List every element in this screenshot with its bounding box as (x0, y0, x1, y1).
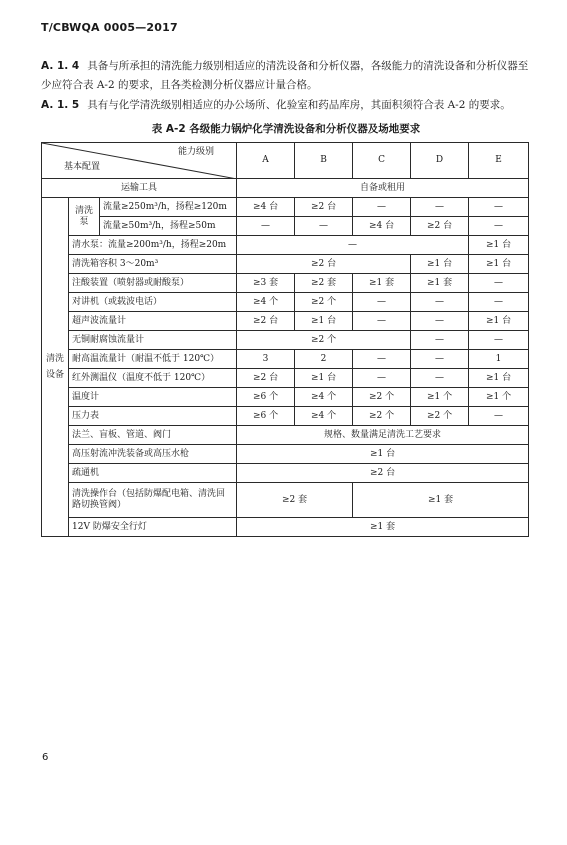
cell-e: — (469, 274, 529, 293)
cell-b: ≥2 套 (295, 274, 353, 293)
cell-e: ≥1 台 (469, 236, 529, 255)
cell-c: ≥2 个 (353, 407, 411, 426)
cell-d: — (411, 350, 469, 369)
cell-a: ≥4 台 (237, 198, 295, 217)
cell-e: — (469, 407, 529, 426)
level-e-header: E (469, 143, 529, 179)
table-row (42, 426, 529, 445)
row-label: 温度计 (69, 388, 237, 407)
diagonal-header-cell (42, 143, 237, 179)
cell-b: ≥1 台 (295, 369, 353, 388)
cell-b: — (295, 217, 353, 236)
row-value: ≥1 套 (237, 518, 529, 537)
cell-e: ≥1 个 (469, 388, 529, 407)
cell-e: ≥1 台 (469, 255, 529, 274)
table-row (42, 331, 529, 350)
cell-abc: ≥2 台 (237, 255, 411, 274)
cell-abcd: — (237, 236, 469, 255)
cell-c: — (353, 369, 411, 388)
row-value: ≥1 台 (237, 445, 529, 464)
table-row (42, 483, 529, 518)
row-label: 压力表 (69, 407, 237, 426)
clause-number: A. 1. 5 (41, 99, 80, 111)
group-label-cell: 清洗设备 (42, 198, 69, 537)
cell-a: — (237, 217, 295, 236)
cell-e: — (469, 217, 529, 236)
row-label: 无铜耐腐蚀流量计 (69, 331, 237, 350)
row-label: 法兰、盲板、管道、阀门 (69, 426, 237, 445)
level-a-header: A (237, 143, 295, 179)
row-label: 流量≥250m³/h，扬程≥120m (100, 198, 237, 217)
row-label: 清洗箱容积 3～20m³ (69, 255, 237, 274)
config-heading: 基本配置 (64, 162, 101, 172)
cell-a: ≥2 台 (237, 312, 295, 331)
row-label: 高压射流冲洗装备或高压水枪 (69, 445, 237, 464)
table-row (42, 518, 529, 537)
table-row (42, 464, 529, 483)
row-value: 自备或租用 (237, 179, 529, 198)
row-value: ≥2 台 (237, 464, 529, 483)
table-row (42, 293, 529, 312)
level-b-header: B (295, 143, 353, 179)
cell-ab: ≥2 套 (237, 483, 353, 518)
row-label: 清水泵：流量≥200m³/h，扬程≥20m (69, 236, 237, 255)
row-label: 清洗操作台（包括防爆配电箱、清洗回路切换管阀） (69, 483, 237, 518)
cell-c: — (353, 350, 411, 369)
cell-abc: ≥2 个 (237, 331, 411, 350)
table-row (42, 274, 529, 293)
table-row (42, 388, 529, 407)
table-row (42, 312, 529, 331)
cell-d: — (411, 198, 469, 217)
row-label: 对讲机（或载波电话） (69, 293, 237, 312)
pump-label-cell: 清洗泵 (69, 198, 100, 236)
clause-text: 具备与所承担的清洗能力级别相适应的清洗设备和分析仪器，各级能力的清洗设备和分析仪器至少应符合表 A-2 的要求，且各类检测分析仪器应计量合格。 (41, 60, 529, 91)
table-row (42, 407, 529, 426)
table-row (42, 179, 529, 198)
table-row (42, 350, 529, 369)
cell-c: ≥4 台 (353, 217, 411, 236)
cell-c: — (353, 198, 411, 217)
cell-c: ≥2 个 (353, 388, 411, 407)
cell-e: 1 (469, 350, 529, 369)
level-d-header: D (411, 143, 469, 179)
row-label: 流量≥50m³/h，扬程≥50m (100, 217, 237, 236)
cell-e: ≥1 台 (469, 369, 529, 388)
cell-d: — (411, 293, 469, 312)
row-label: 12V 防爆安全行灯 (69, 518, 237, 537)
table-row (42, 198, 529, 217)
cell-b: ≥2 个 (295, 293, 353, 312)
cell-a: 3 (237, 350, 295, 369)
cell-b: 2 (295, 350, 353, 369)
cell-b: ≥1 台 (295, 312, 353, 331)
cell-c: ≥1 套 (353, 274, 411, 293)
cell-c: — (353, 312, 411, 331)
cell-b: ≥2 台 (295, 198, 353, 217)
row-label: 超声波流量计 (69, 312, 237, 331)
row-value: 规格、数量满足清洗工艺要求 (237, 426, 529, 445)
cell-cde: ≥1 套 (353, 483, 529, 518)
clause-number: A. 1. 4 (41, 60, 80, 72)
table-row (42, 217, 529, 236)
row-label: 耐高温流量计（耐温不低于 120℃） (69, 350, 237, 369)
level-heading: 能力级别 (178, 147, 215, 157)
row-label: 注酸装置（喷射器或耐酸泵） (69, 274, 237, 293)
table-caption: 表 A-2 各级能力锅炉化学清洗设备和分析仪器及场地要求 (151, 123, 421, 135)
table-row (42, 445, 529, 464)
cell-e: ≥1 台 (469, 312, 529, 331)
table-header-row (42, 143, 529, 179)
cell-e: — (469, 293, 529, 312)
cell-a: ≥4 个 (237, 293, 295, 312)
cell-e: — (469, 198, 529, 217)
cell-d: ≥2 个 (411, 407, 469, 426)
table-row (42, 369, 529, 388)
row-label: 运输工具 (42, 179, 237, 198)
equipment-requirements-table (41, 142, 529, 537)
table-row (42, 236, 529, 255)
cell-b: ≥4 个 (295, 407, 353, 426)
cell-d: ≥1 个 (411, 388, 469, 407)
cell-d: — (411, 369, 469, 388)
cell-d: ≥1 套 (411, 274, 469, 293)
row-label: 疏通机 (69, 464, 237, 483)
cell-d: ≥1 台 (411, 255, 469, 274)
cell-e: — (469, 331, 529, 350)
cell-d: ≥2 台 (411, 217, 469, 236)
level-c-header: C (353, 143, 411, 179)
clause-a-1-4 (41, 57, 531, 95)
cell-d: — (411, 312, 469, 331)
clause-a-1-5 (41, 96, 531, 115)
cell-a: ≥2 台 (237, 369, 295, 388)
cell-b: ≥4 个 (295, 388, 353, 407)
clause-text: 具有与化学清洗级别相适应的办公场所、化验室和药品库房，其面积须符合表 A-2 的要求。 (87, 99, 511, 111)
cell-a: ≥6 个 (237, 407, 295, 426)
row-label: 红外测温仪（温度不低于 120℃） (69, 369, 237, 388)
standard-code: T/CBWQA 0005—2017 (41, 21, 178, 34)
cell-d: — (411, 331, 469, 350)
page-number: 6 (42, 752, 49, 763)
cell-c: — (353, 293, 411, 312)
cell-a: ≥3 套 (237, 274, 295, 293)
table-row (42, 255, 529, 274)
cell-a: ≥6 个 (237, 388, 295, 407)
